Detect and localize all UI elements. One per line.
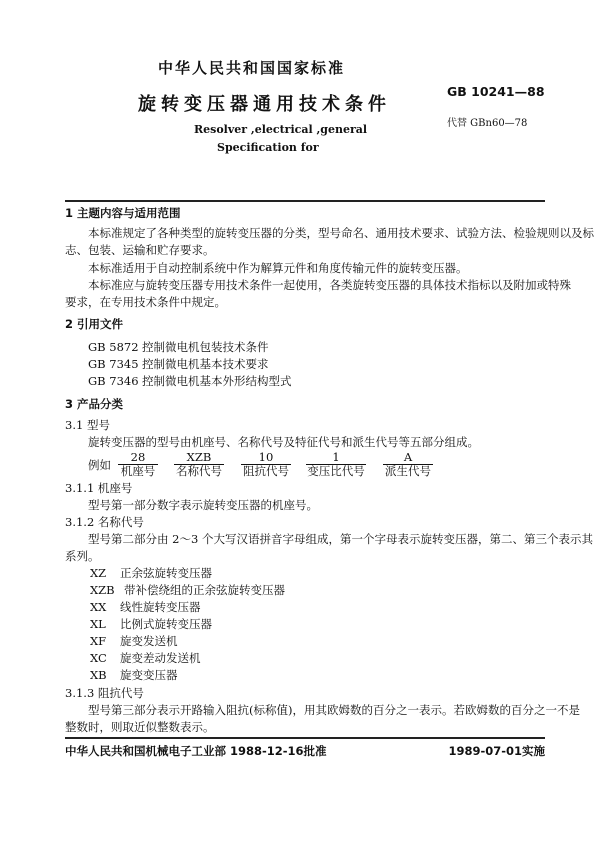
- code-item: [90, 651, 285, 668]
- section-2-heading: 2 引用文件: [65, 317, 124, 331]
- standard-number: GB 10241—88: [447, 84, 545, 99]
- reference-code: GB 7346: [88, 374, 139, 388]
- code: XL: [90, 617, 106, 631]
- approval-note: 中华人民共和国机械电子工业部 1988-12-16批准: [65, 744, 327, 758]
- code-name: 正余弦旋转变压器: [120, 566, 212, 580]
- code: XF: [90, 634, 107, 648]
- code-item: [90, 583, 285, 600]
- paragraph: 型号第一部分数字表示旋转变压器的机座号。: [88, 498, 318, 512]
- section-3-heading: 3 产品分类: [65, 397, 124, 411]
- reference-item: [88, 374, 292, 388]
- code-item: [90, 634, 285, 651]
- paragraph: 旋转变压器的型号由机座号、名称代号及特征代号和派生代号等五部分组成。: [88, 435, 479, 449]
- code-item: [90, 617, 285, 634]
- reference-code: GB 5872: [88, 340, 139, 354]
- code-item: [90, 600, 285, 617]
- paragraph: 整数时，则取近似整数表示。: [65, 720, 215, 734]
- subsection-heading: 3.1.3 阻抗代号: [65, 686, 144, 700]
- code: XB: [90, 668, 107, 682]
- example-value: 1: [306, 451, 366, 465]
- subsection-heading: 3.1 型号: [65, 418, 110, 432]
- example-part: [118, 451, 158, 478]
- paragraph: 本标准适用于自动控制系统中作为解算元件和角度传输元件的旋转变压器。: [88, 261, 468, 275]
- subsection-heading: 3.1.2 名称代号: [65, 515, 144, 529]
- reference-item: [88, 340, 269, 354]
- paragraph: 本标准规定了各种类型的旋转变压器的分类，型号命名、通用技术要求、试验方法、检验规则以及标: [88, 226, 594, 240]
- code-name: 带补偿绕组的正余弦旋转变压器: [124, 583, 285, 597]
- example-label: 阻抗代号: [243, 464, 289, 478]
- section-1-heading: 1 主题内容与适用范围: [65, 206, 181, 220]
- paragraph: 型号第二部分由 2～3 个大写汉语拼音字母组成，第一个字母表示旋转变压器，第二、第三个表示其: [88, 532, 593, 546]
- replaces-note: 代替 GBn60—78: [447, 118, 528, 129]
- code: XX: [90, 600, 107, 614]
- document-title: 旋转变压器通用技术条件: [138, 94, 391, 115]
- paragraph: 系列。: [65, 549, 100, 563]
- code-name: 旋变发送机: [120, 634, 178, 648]
- code: XZB: [90, 583, 115, 597]
- country-standard-heading: 中华人民共和国国家标准: [158, 59, 346, 77]
- example-label: 例如: [88, 458, 111, 472]
- code-item: [90, 668, 285, 685]
- reference-item: [88, 357, 269, 371]
- example-part: [306, 451, 366, 478]
- example-value: XZB: [174, 451, 224, 465]
- effective-date: 1989-07-01实施: [448, 744, 545, 758]
- footer-divider: [65, 737, 545, 739]
- paragraph: 要求，在专用技术条件中规定。: [65, 295, 226, 309]
- code-name: 旋变差动发送机: [120, 651, 201, 665]
- code-item: [90, 566, 285, 583]
- example-value: 10: [241, 451, 291, 465]
- subsection-heading: 3.1.1 机座号: [65, 481, 133, 495]
- example-label: 名称代号: [176, 464, 222, 478]
- example-value: 28: [118, 451, 158, 465]
- code-name: 旋变变压器: [120, 668, 178, 682]
- code-name: 线性旋转变压器: [120, 600, 201, 614]
- code: XC: [90, 651, 107, 665]
- code: XZ: [90, 566, 107, 580]
- example-part: [174, 451, 224, 478]
- reference-title: 控制微电机基本外形结构型式: [142, 374, 292, 388]
- code-list: [90, 566, 285, 685]
- example-label: 派生代号: [385, 464, 431, 478]
- example-label: 机座号: [120, 464, 156, 478]
- reference-title: 控制微电机包装技术条件: [142, 340, 269, 354]
- example-value: A: [383, 451, 433, 465]
- english-title-1: Resolver ,electrical ,general: [194, 123, 368, 136]
- example-part: [241, 451, 291, 478]
- reference-title: 控制微电机基本技术要求: [142, 357, 269, 371]
- english-title-2: Specification for: [217, 141, 319, 154]
- example-label: 变压比代号: [307, 464, 365, 478]
- code-name: 比例式旋转变压器: [120, 617, 212, 631]
- header-divider: [65, 200, 545, 202]
- example-part: [383, 451, 433, 478]
- reference-code: GB 7345: [88, 357, 139, 371]
- paragraph: 本标准应与旋转变压器专用技术条件一起使用，各类旋转变压器的具体技术指标以及附加或特殊: [88, 278, 571, 292]
- paragraph: 型号第三部分表示开路输入阻抗(标称值)，用其欧姆数的百分之一表示。若欧姆数的百分之一不是: [88, 703, 580, 717]
- paragraph: 志、包装、运输和贮存要求。: [65, 243, 215, 257]
